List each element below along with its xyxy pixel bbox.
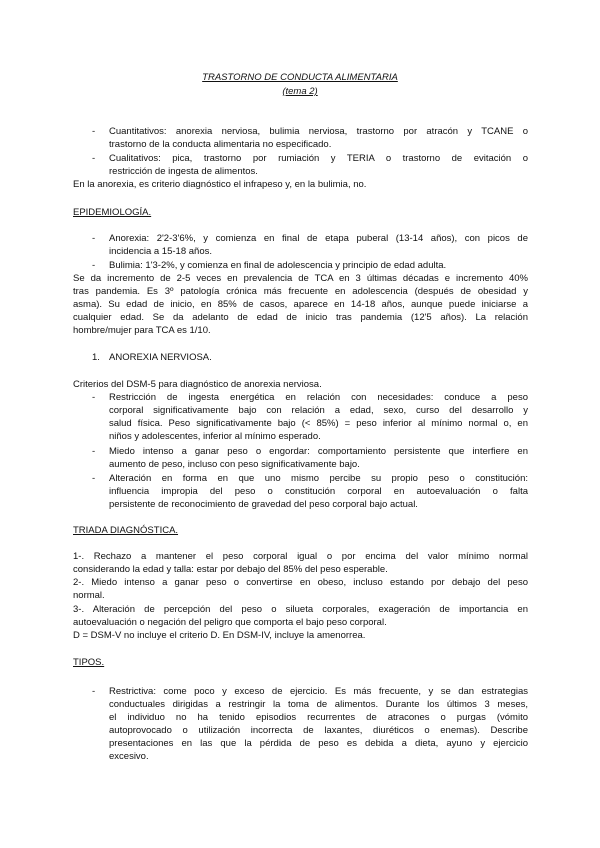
criteria-bullet-line: aumento de peso, incluso con peso significativamente bajo. <box>109 459 360 470</box>
triada-line: 3-. Alteración de percepción del peso o silueta corporales, exageración de importancia en <box>73 604 528 615</box>
document-title: TRASTORNO DE CONDUCTA ALIMENTARIA <box>202 72 398 83</box>
intro-bullet-line: Cualitativos: pica, trastorno por rumiación y TERIA o trastorno de evitación o <box>109 153 528 164</box>
epidemiologia-paragraph-line: tras pandemia. Es 3º patología crónica más frecuente en adolescencia (después de obesidad y <box>73 286 528 297</box>
section-number: 1. <box>92 352 100 363</box>
criteria-bullet-line: corporal significativamente bajo con relación a edad, sexo, curso del desarrollo y <box>109 405 528 416</box>
intro-note: En la anorexia, es criterio diagnóstico el infrapeso y, en la bulimia, no. <box>73 179 367 190</box>
section-heading-tipos: TIPOS. <box>73 657 105 668</box>
bullet-marker: - <box>92 392 96 403</box>
bullet-marker: - <box>92 153 96 164</box>
document-subtitle: (tema 2) <box>282 86 318 97</box>
epidemiologia-bullet-line: Bulimia: 1'3-2%, y comienza en final de adolescencia y principio de edad adulta. <box>109 260 447 271</box>
epidemiologia-paragraph-line: hombre/mujer para TCA es 1/10. <box>73 325 211 336</box>
tipos-bullet-line: autoprovocado o utilización incorrecta de laxantes, diuréticos o enemas). Describe <box>109 725 528 736</box>
bullet-marker: - <box>92 126 96 137</box>
criteria-bullet-line: Miedo intenso a ganar peso o engordar: comportamiento persistente que interfiere en <box>109 446 528 457</box>
bullet-marker: - <box>92 473 96 484</box>
criteria-bullet-line: influencia impropia del peso o constitución corporal en autoevaluación o falta <box>109 486 528 497</box>
tipos-bullet-line: Restrictiva: come poco y exceso de ejercicio. Es más frecuente, y se dan estrategias <box>109 686 528 697</box>
criteria-bullet-line: Alteración en forma en que uno mismo percibe su propio peso o constitución: <box>109 473 528 484</box>
epidemiologia-bullet-line: Anorexia: 2'2-3'6%, y comienza en final de etapa puberal (13-14 años), con picos de <box>109 233 528 244</box>
bullet-marker: - <box>92 233 96 244</box>
intro-bullet-line: trastorno de la conducta alimentaria no especificado. <box>109 139 332 150</box>
criteria-intro: Criterios del DSM-5 para diagnóstico de anorexia nerviosa. <box>73 379 322 390</box>
triada-line: normal. <box>73 590 105 601</box>
epidemiologia-paragraph-line: cualquier edad. Se da adelanto de edad de inicio tras pandemia (12'5 años). La relación <box>73 312 528 323</box>
criteria-bullet-line: niños y adolescentes, inferior al mínimo esperado. <box>109 431 321 442</box>
section-heading-anorexia: ANOREXIA NERVIOSA. <box>109 352 212 363</box>
section-heading-epidemiologia: EPIDEMIOLOGÍA. <box>73 207 152 218</box>
epidemiologia-bullet-line: incidencia a 15-18 años. <box>109 246 212 257</box>
intro-bullet-line: Cuantitativos: anorexia nerviosa, bulimia nerviosa, trastorno por atracón y TCANE o <box>109 126 528 137</box>
triada-line: autoevaluación o negación del peligro que comporta el bajo peso corporal. <box>73 617 387 628</box>
tipos-bullet-line: excesivo. <box>109 751 149 762</box>
criteria-bullet-line: persistente de reconocimiento de gravedad del peso corporal bajo actual. <box>109 499 418 510</box>
bullet-marker: - <box>92 686 96 697</box>
bullet-marker: - <box>92 446 96 457</box>
intro-bullet-line: restricción de ingesta de alimentos. <box>109 166 258 177</box>
triada-line: D = DSM-V no incluye el criterio D. En DSM-IV, incluye la amenorrea. <box>73 630 366 641</box>
triada-line: considerando la edad y talla: estar por debajo del 85% del peso esperable. <box>73 564 388 575</box>
criteria-bullet-line: salud física. Peso significativamente bajo (< 85%) = peso inferior al mínimo normal o, en <box>109 418 528 429</box>
tipos-bullet-line: presentaciones en las que la pérdida de peso es debida a dieta, ayuno y ejercicio <box>109 738 528 749</box>
tipos-bullet-line: conductuales dirigidas a restringir la toma de alimentos. Durante los últimos 3 meses, <box>109 699 528 710</box>
triada-line: 2-. Miedo intenso a ganar peso o convertirse en obeso, incluso estando por debajo del peso <box>73 577 528 588</box>
epidemiologia-paragraph-line: Se da incremento de 2-5 veces en prevalencia de TCA en 3 últimas décadas e incremento 40% <box>73 273 528 284</box>
triada-line: 1-. Rechazo a mantener el peso corporal igual o por encima del valor mínimo normal <box>73 551 528 562</box>
epidemiologia-paragraph-line: asma). Su edad de inicio, en 85% de casos, aparece en 14-18 años, aunque puede iniciarse a <box>73 299 528 310</box>
section-heading-triada: TRIADA DIAGNÓSTICA. <box>73 525 179 536</box>
bullet-marker: - <box>92 260 96 271</box>
criteria-bullet-line: Restricción de ingesta energética en relación con necesidades: conduce a peso <box>109 392 528 403</box>
tipos-bullet-line: el individuo no ha tenido episodios recurrentes de atracones o purgas (vómito <box>109 712 528 723</box>
